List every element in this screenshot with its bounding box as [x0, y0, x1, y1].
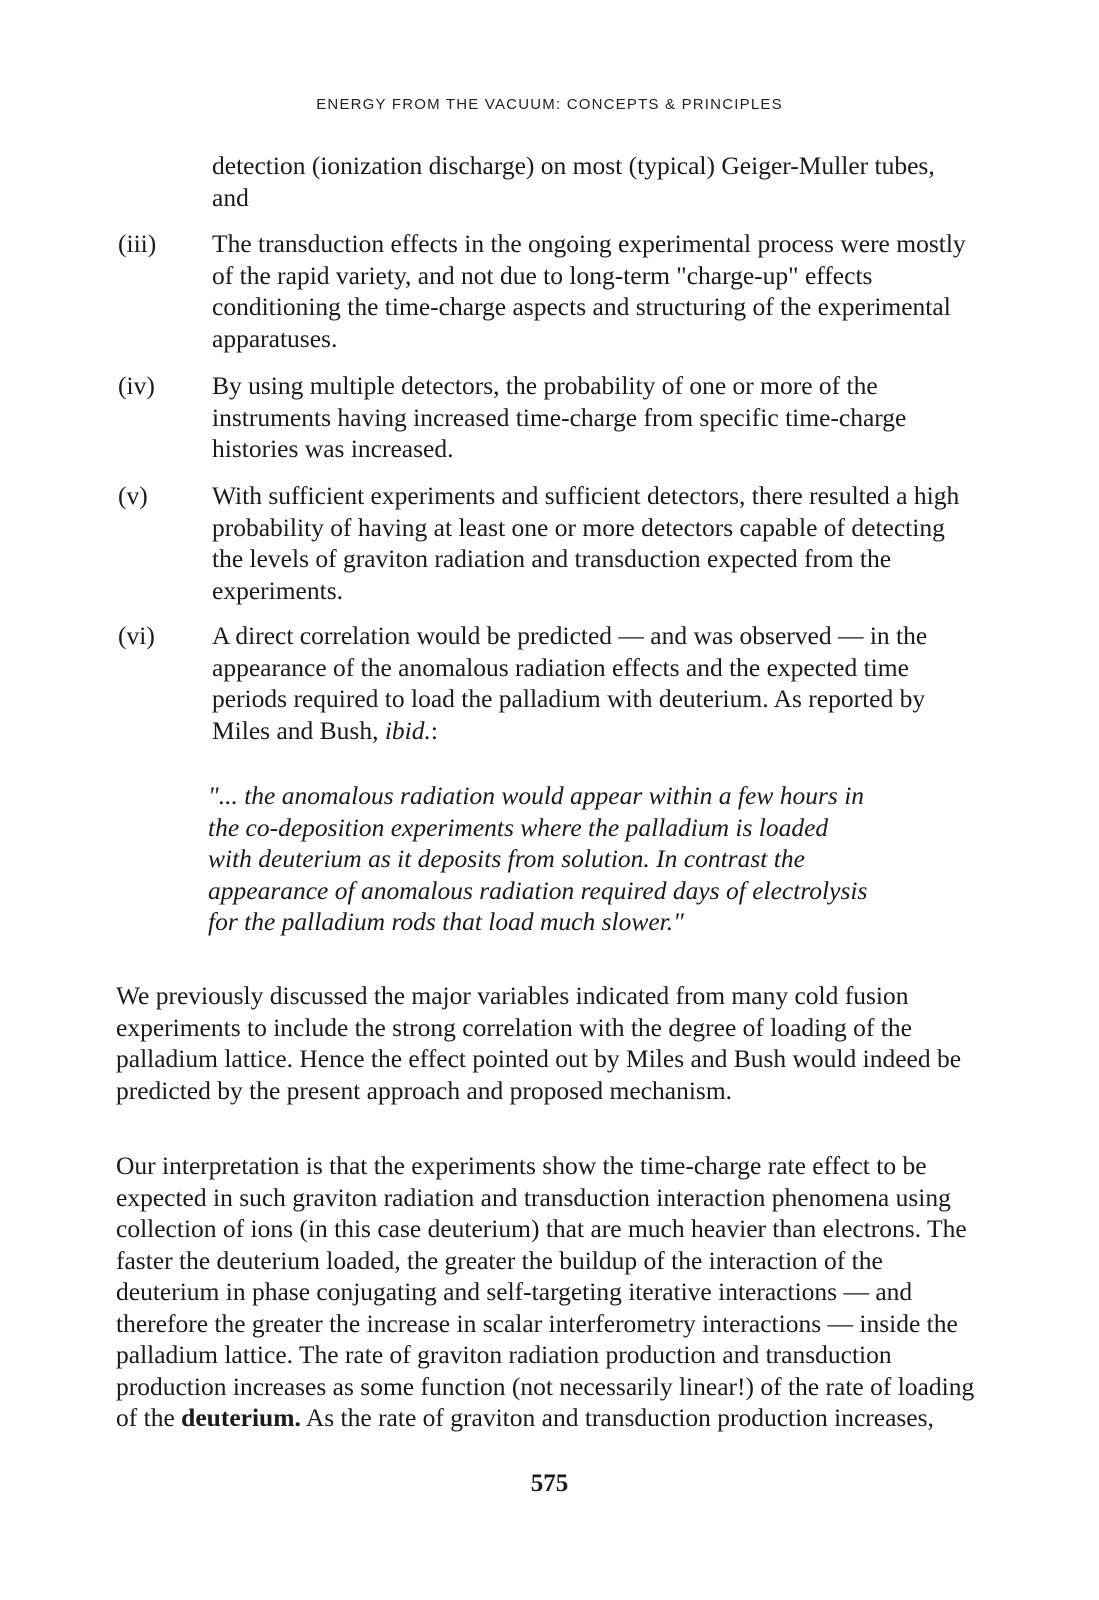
page-number: 575: [530, 1470, 569, 1497]
running-header: ENERGY FROM THE VACUUM: CONCEPTS & PRINCIPLES: [316, 96, 783, 113]
list-item-text: By using multiple detectors, the probability of one or more of the instruments having increased time-charge from specific time-charge histories was increased.: [212, 371, 907, 463]
paragraph-2-end: As the rate of graviton and transduction production increases,: [300, 1403, 934, 1432]
list-item-text: The transduction effects in the ongoing experimental process were mostly of the rapid variety, and not due to long-term "charge-up" effects conditioning the time-charge aspects and structuring of the experimental apparatuses.: [212, 229, 966, 353]
paragraph-2: [116, 1150, 976, 1434]
paragraph-2-text: Our interpretation is that the experiments show the time-charge rate effect to be expected in such graviton radiation and transduction interaction phenomena using collection of ions (in this case deuterium) that are much heavier than electrons. The faster the deuterium loaded, the greater the buildup of the interaction of the deuterium in phase conjugating and self-targeting iterative interactions — and therefore the greater the increase in scalar interferometry interactions — inside the palladium lattice. The rate of graviton radiation production and transduction production increases as some function (not necessarily linear!) of the rate of loading of the: [116, 1151, 975, 1432]
list-item-label: (iv): [118, 371, 155, 400]
paragraph-1: We previously discussed the major variables indicated from many cold fusion experiments to include the strong correlation with the degree of loading of the palladium lattice. Hence the effect pointed out by Miles and Bush would indeed be predicted by the present approach and proposed mechanism.: [116, 981, 962, 1105]
bold-term: deuterium.: [181, 1403, 301, 1432]
list-item-label: (iii): [118, 229, 157, 258]
list-item-text: With sufficient experiments and sufficient detectors, there resulted a high probability of having at least one or more detectors capable of detecting the levels of graviton radiation and transduction expected from the experiments.: [212, 481, 960, 605]
citation-ibid: ibid.: [384, 715, 431, 745]
continuation-text: detection (ionization discharge) on most (typical) Geiger-Muller tubes, and: [212, 151, 935, 212]
block-quote: "... the anomalous radiation would appear within a few hours in the co-deposition experiments where the palladium is loaded with deuterium as it deposits from solution. In contrast the appearance of anomalous radiation required days of electrolysis for the palladium rods that load much slower.": [208, 781, 868, 936]
list-item-label: (v): [118, 481, 148, 510]
list-item-label: (vi): [118, 621, 155, 650]
list-item-text-main: A direct correlation would be predicted — and was observed — in the appearance of the anomalous radiation effects and the expected time periods required to load the palladium with deuterium. As reported by Miles and Bush,: [212, 621, 928, 745]
list-item-text: [212, 620, 972, 746]
list-item-text-end: :: [430, 715, 438, 745]
